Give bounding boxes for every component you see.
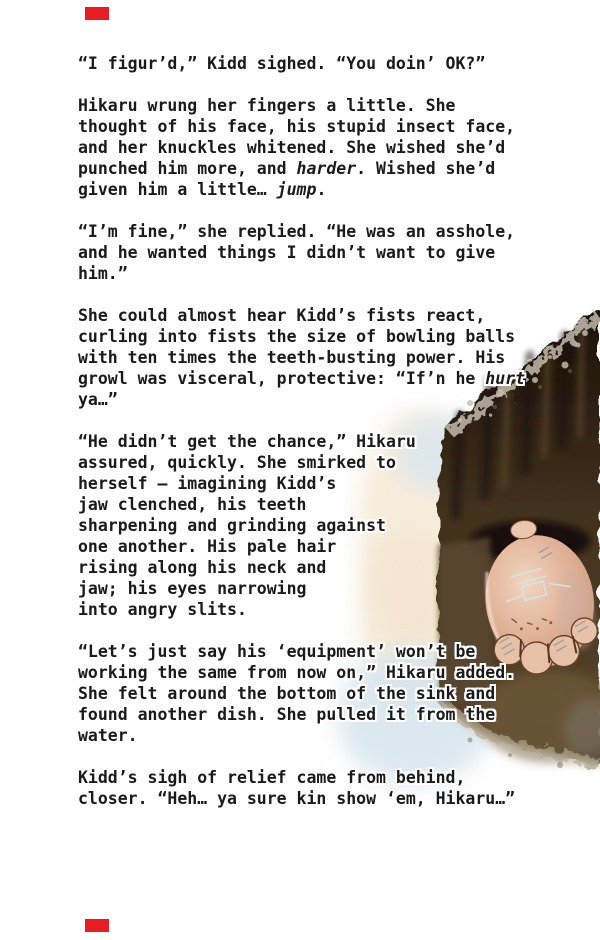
story-paragraph	[78, 221, 525, 284]
story-line: “I figur’d,” Kidd sighed. “You doin’ OK?”	[78, 54, 486, 73]
story-line: working the same from now on,” Hikaru added.	[78, 663, 516, 682]
story-paragraph	[78, 305, 525, 410]
story-line: herself – imagining Kidd’s	[78, 474, 337, 493]
story-line: closer. “Heh… ya sure kin show ‘em, Hikaru…”	[78, 789, 516, 808]
story-line: assured, quickly. She smirked to	[78, 453, 396, 472]
story-line: She felt around the bottom of the sink and	[78, 684, 496, 703]
story-line: jaw clenched, his teeth	[78, 495, 307, 514]
story-line: rising along his neck and	[78, 558, 327, 577]
story-line: with ten times the teeth-busting power. His	[78, 348, 506, 367]
story-line: growl was visceral, protective: “If’n he hurt	[78, 369, 526, 388]
story-line: ya…”	[78, 390, 118, 409]
story-paragraph	[78, 641, 525, 746]
story-line: She could almost hear Kidd’s fists react,	[78, 306, 486, 325]
story-line: “Let’s just say his ‘equipment’ won’t be	[78, 642, 476, 661]
story-line: “I’m fine,” she replied. “He was an asshole,	[78, 222, 516, 241]
story-line: one another. His pale hair	[78, 537, 337, 556]
story-line: into angry slits.	[78, 600, 247, 619]
story-line: jaw; his eyes narrowing	[78, 579, 307, 598]
red-marker-bottom	[85, 919, 109, 932]
story-line: and he wanted things I didn’t want to give	[78, 243, 496, 262]
story-line: and her knuckles whitened. She wished she’d	[78, 138, 506, 157]
story-text	[78, 53, 525, 830]
story-paragraph	[78, 95, 525, 200]
story-line: Hikaru wrung her fingers a little. She	[78, 96, 456, 115]
story-line: sharpening and grinding against	[78, 516, 386, 535]
story-paragraph	[78, 431, 525, 620]
story-line: punched him more, and harder. Wished she’d	[78, 159, 496, 178]
story-line: found another dish. She pulled it from the	[78, 705, 496, 724]
story-line: given him a little… jump.	[78, 180, 327, 199]
story-paragraph	[78, 767, 525, 809]
story-line: “He didn’t get the chance,” Hikaru	[78, 432, 416, 451]
story-line: him.”	[78, 264, 128, 283]
story-line: Kidd’s sigh of relief came from behind,	[78, 768, 466, 787]
story-line: water.	[78, 726, 138, 745]
red-marker-top	[85, 7, 109, 20]
story-line: thought of his face, his stupid insect face,	[78, 117, 516, 136]
story-paragraph	[78, 53, 525, 74]
story-line: curling into fists the size of bowling balls	[78, 327, 516, 346]
